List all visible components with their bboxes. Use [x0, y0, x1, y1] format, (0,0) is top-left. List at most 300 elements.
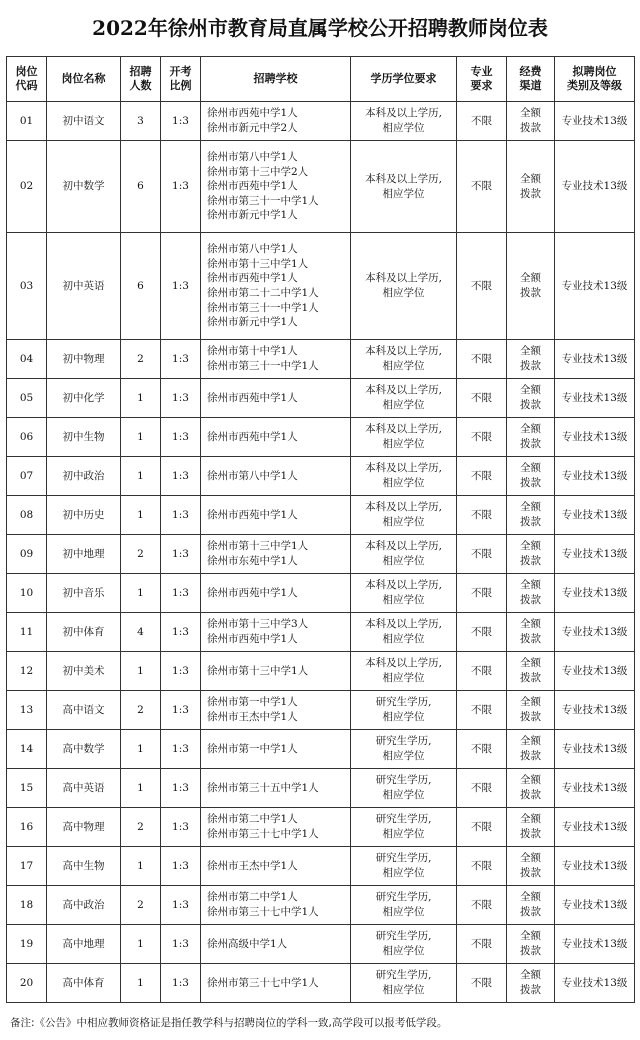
- cell-code: 10: [7, 574, 47, 613]
- cell-funding-line: 全额: [520, 813, 541, 826]
- cell-funding-line: 拨款: [520, 711, 541, 723]
- table-row: [7, 925, 635, 964]
- cell-education-line: 相应学位: [382, 287, 425, 299]
- cell-funding-line: 拨款: [520, 122, 541, 134]
- cell-education-line: 相应学位: [382, 555, 425, 567]
- cell-count: 1: [121, 769, 161, 808]
- cell-funding-line: 拨款: [520, 828, 541, 840]
- cell-funding: [507, 847, 555, 886]
- header-name: [47, 57, 121, 102]
- cell-position-name: 初中生物: [47, 418, 121, 457]
- cell-funding-line: 拨款: [520, 945, 541, 957]
- cell-major: 不限: [457, 691, 507, 730]
- cell-count: 1: [121, 847, 161, 886]
- cell-education: [351, 886, 457, 925]
- cell-funding-line: 全额: [520, 272, 541, 285]
- table-row: [7, 379, 635, 418]
- cell-schools-line: 徐州市第八中学1人: [207, 243, 298, 256]
- cell-code: 12: [7, 652, 47, 691]
- cell-ratio: 1:3: [161, 691, 201, 730]
- cell-position-name: 高中政治: [47, 886, 121, 925]
- cell-schools-line: 徐州市第十三中学1人: [207, 257, 309, 270]
- cell-level: 专业技术13级: [555, 102, 635, 141]
- cell-schools-line: 徐州市第二中学1人: [207, 891, 298, 904]
- cell-schools-line: 徐州市第三十一中学1人: [207, 360, 319, 372]
- cell-funding-line: 全额: [520, 540, 541, 553]
- cell-schools-line: 徐州市第八中学1人: [207, 469, 298, 482]
- cell-education-line: 相应学位: [382, 516, 425, 528]
- cell-funding-line: 全额: [520, 423, 541, 436]
- cell-major: 不限: [457, 574, 507, 613]
- cell-funding: [507, 769, 555, 808]
- cell-ratio: 1:3: [161, 496, 201, 535]
- header-ratio-text: 比例: [169, 79, 192, 92]
- cell-funding-line: 全额: [520, 696, 541, 709]
- cell-major: 不限: [457, 102, 507, 141]
- cell-funding: [507, 418, 555, 457]
- table-row: [7, 730, 635, 769]
- header-row: [7, 57, 635, 102]
- positions-table: [6, 56, 635, 1003]
- cell-funding-line: 全额: [520, 852, 541, 865]
- cell-count: 1: [121, 418, 161, 457]
- cell-level: 专业技术13级: [555, 691, 635, 730]
- cell-schools-line: 徐州市第十三中学3人: [207, 618, 309, 631]
- cell-education-line: 本科及以上学历,: [365, 384, 442, 397]
- cell-count: 2: [121, 535, 161, 574]
- cell-funding-line: 拨款: [520, 438, 541, 450]
- cell-level: 专业技术13级: [555, 496, 635, 535]
- cell-code: 13: [7, 691, 47, 730]
- header-ratio: [161, 57, 201, 102]
- cell-schools: [201, 340, 351, 379]
- cell-level: 专业技术13级: [555, 418, 635, 457]
- cell-education: [351, 233, 457, 340]
- cell-funding-line: 拨款: [520, 633, 541, 645]
- cell-education-line: 相应学位: [382, 789, 425, 801]
- cell-funding-line: 全额: [520, 618, 541, 631]
- cell-major: 不限: [457, 925, 507, 964]
- cell-education-line: 相应学位: [382, 711, 425, 723]
- cell-major: 不限: [457, 847, 507, 886]
- cell-schools-line: 徐州市西苑中学1人: [207, 586, 298, 599]
- cell-education: [351, 847, 457, 886]
- cell-education-line: 相应学位: [382, 477, 425, 489]
- cell-code: 15: [7, 769, 47, 808]
- cell-schools-line: 徐州市第三十七中学1人: [207, 976, 319, 989]
- cell-position-name: 初中音乐: [47, 574, 121, 613]
- cell-education: [351, 496, 457, 535]
- header-level: [555, 57, 635, 102]
- cell-code: 02: [7, 141, 47, 233]
- header-major: [457, 57, 507, 102]
- cell-education: [351, 340, 457, 379]
- header-ratio-text: 开考: [169, 65, 192, 78]
- cell-schools-line: 徐州市第八中学1人: [207, 151, 298, 164]
- cell-schools: [201, 769, 351, 808]
- cell-funding-line: 拨款: [520, 906, 541, 918]
- cell-count: 4: [121, 613, 161, 652]
- cell-education-line: 研究生学历,: [375, 696, 432, 709]
- cell-education-line: 本科及以上学历,: [365, 462, 442, 475]
- cell-education-line: 本科及以上学历,: [365, 172, 442, 185]
- cell-education-line: 研究生学历,: [375, 930, 432, 943]
- cell-schools: [201, 102, 351, 141]
- header-code: [7, 57, 47, 102]
- cell-major: 不限: [457, 652, 507, 691]
- cell-position-name: 高中体育: [47, 964, 121, 1003]
- cell-schools: [201, 886, 351, 925]
- cell-count: 6: [121, 141, 161, 233]
- footnote: 备注:《公告》中相应教师资格证是指任教学科与招聘岗位的学科一致,高学段可以报考低学段。: [10, 1017, 448, 1029]
- cell-schools: [201, 379, 351, 418]
- header-major-text: 专业: [470, 65, 493, 78]
- cell-level: 专业技术13级: [555, 886, 635, 925]
- cell-education-line: 本科及以上学历,: [365, 501, 442, 514]
- cell-schools: [201, 691, 351, 730]
- table-row: [7, 233, 635, 340]
- cell-level: 专业技术13级: [555, 964, 635, 1003]
- cell-education-line: 相应学位: [382, 945, 425, 957]
- cell-position-name: 初中物理: [47, 340, 121, 379]
- cell-level: 专业技术13级: [555, 574, 635, 613]
- cell-schools: [201, 808, 351, 847]
- cell-position-name: 高中数学: [47, 730, 121, 769]
- cell-schools-line: 徐州市新元中学2人: [207, 122, 298, 134]
- cell-funding-line: 全额: [520, 501, 541, 514]
- cell-position-name: 初中语文: [47, 102, 121, 141]
- cell-education-line: 本科及以上学历,: [365, 107, 442, 120]
- cell-funding: [507, 141, 555, 233]
- cell-major: 不限: [457, 964, 507, 1003]
- cell-position-name: 高中英语: [47, 769, 121, 808]
- cell-major: 不限: [457, 496, 507, 535]
- cell-schools-line: 徐州市西苑中学1人: [207, 633, 298, 645]
- header-school: [201, 57, 351, 102]
- cell-ratio: 1:3: [161, 535, 201, 574]
- cell-funding: [507, 613, 555, 652]
- cell-education: [351, 535, 457, 574]
- cell-schools-line: 徐州市东苑中学1人: [207, 555, 298, 567]
- header-count-text: 人数: [129, 79, 152, 92]
- table-row: [7, 535, 635, 574]
- cell-funding-line: 全额: [520, 579, 541, 592]
- cell-education: [351, 925, 457, 964]
- cell-funding-line: 拨款: [520, 789, 541, 801]
- cell-ratio: 1:3: [161, 730, 201, 769]
- cell-level: 专业技术13级: [555, 925, 635, 964]
- cell-education: [351, 613, 457, 652]
- cell-schools-line: 徐州市西苑中学1人: [207, 391, 298, 404]
- cell-funding: [507, 457, 555, 496]
- cell-count: 1: [121, 652, 161, 691]
- header-code-text: 代码: [15, 79, 38, 92]
- table-row: [7, 769, 635, 808]
- cell-ratio: 1:3: [161, 102, 201, 141]
- cell-count: 2: [121, 340, 161, 379]
- cell-count: 1: [121, 457, 161, 496]
- cell-ratio: 1:3: [161, 418, 201, 457]
- cell-education-line: 相应学位: [382, 122, 425, 134]
- cell-schools: [201, 496, 351, 535]
- cell-major: 不限: [457, 808, 507, 847]
- cell-funding: [507, 340, 555, 379]
- cell-code: 11: [7, 613, 47, 652]
- cell-count: 1: [121, 925, 161, 964]
- cell-schools-line: 徐州市第三十一中学1人: [207, 194, 319, 207]
- cell-funding-line: 全额: [520, 384, 541, 397]
- cell-schools-line: 徐州市王杰中学1人: [207, 859, 298, 872]
- cell-funding-line: 全额: [520, 345, 541, 358]
- table-row: [7, 886, 635, 925]
- page-title: 2022年徐州市教育局直属学校公开招聘教师岗位表: [92, 16, 548, 40]
- cell-count: 2: [121, 886, 161, 925]
- cell-level: 专业技术13级: [555, 613, 635, 652]
- cell-major: 不限: [457, 457, 507, 496]
- cell-funding-line: 拨款: [520, 867, 541, 879]
- cell-level: 专业技术13级: [555, 141, 635, 233]
- cell-ratio: 1:3: [161, 379, 201, 418]
- cell-code: 04: [7, 340, 47, 379]
- cell-education-line: 相应学位: [382, 438, 425, 450]
- table-row: [7, 847, 635, 886]
- cell-major: 不限: [457, 886, 507, 925]
- cell-count: 1: [121, 964, 161, 1003]
- cell-funding: [507, 730, 555, 769]
- table-row: [7, 418, 635, 457]
- cell-funding-line: 拨款: [520, 399, 541, 411]
- cell-code: 05: [7, 379, 47, 418]
- cell-education-line: 相应学位: [382, 633, 425, 645]
- cell-schools-line: 徐州市第二十二中学1人: [207, 287, 319, 299]
- cell-count: 1: [121, 379, 161, 418]
- table-row: [7, 141, 635, 233]
- cell-education: [351, 141, 457, 233]
- cell-funding: [507, 925, 555, 964]
- cell-code: 09: [7, 535, 47, 574]
- header-education-text: 学历学位要求: [370, 72, 437, 85]
- cell-funding: [507, 652, 555, 691]
- cell-funding: [507, 102, 555, 141]
- cell-position-name: 高中语文: [47, 691, 121, 730]
- cell-ratio: 1:3: [161, 233, 201, 340]
- cell-schools-line: 徐州市第二中学1人: [207, 813, 298, 826]
- cell-funding-line: 全额: [520, 657, 541, 670]
- cell-count: 6: [121, 233, 161, 340]
- cell-schools-line: 徐州市第三十五中学1人: [207, 781, 319, 794]
- cell-ratio: 1:3: [161, 141, 201, 233]
- cell-education-line: 研究生学历,: [375, 735, 432, 748]
- cell-funding-line: 拨款: [520, 984, 541, 996]
- header-funding-text: 渠道: [519, 79, 542, 92]
- cell-position-name: 高中物理: [47, 808, 121, 847]
- cell-funding-line: 拨款: [520, 555, 541, 567]
- header-level-text: 拟聘岗位: [572, 65, 617, 78]
- cell-position-name: 初中数学: [47, 141, 121, 233]
- cell-funding-line: 拨款: [520, 516, 541, 528]
- cell-schools-line: 徐州市第十中学1人: [207, 345, 298, 358]
- cell-code: 16: [7, 808, 47, 847]
- cell-education-line: 相应学位: [382, 750, 425, 762]
- cell-funding: [507, 379, 555, 418]
- cell-funding-line: 全额: [520, 107, 541, 120]
- cell-education-line: 相应学位: [382, 867, 425, 879]
- cell-education-line: 相应学位: [382, 906, 425, 918]
- cell-ratio: 1:3: [161, 613, 201, 652]
- cell-major: 不限: [457, 418, 507, 457]
- cell-education: [351, 769, 457, 808]
- cell-schools: [201, 652, 351, 691]
- cell-schools: [201, 457, 351, 496]
- cell-education-line: 相应学位: [382, 594, 425, 606]
- cell-education-line: 本科及以上学历,: [365, 272, 442, 285]
- header-funding: [507, 57, 555, 102]
- cell-funding-line: 全额: [520, 172, 541, 185]
- cell-schools-line: 徐州市西苑中学1人: [207, 107, 298, 120]
- cell-schools-line: 徐州市西苑中学1人: [207, 508, 298, 521]
- cell-schools: [201, 964, 351, 1003]
- cell-education: [351, 730, 457, 769]
- cell-funding-line: 全额: [520, 462, 541, 475]
- cell-education: [351, 102, 457, 141]
- table-row: [7, 691, 635, 730]
- cell-funding-line: 拨款: [520, 287, 541, 299]
- table-row: [7, 340, 635, 379]
- cell-ratio: 1:3: [161, 769, 201, 808]
- cell-level: 专业技术13级: [555, 340, 635, 379]
- cell-code: 17: [7, 847, 47, 886]
- cell-count: 1: [121, 574, 161, 613]
- cell-ratio: 1:3: [161, 886, 201, 925]
- cell-schools-line: 徐州市新元中学1人: [207, 316, 298, 329]
- cell-ratio: 1:3: [161, 808, 201, 847]
- cell-major: 不限: [457, 233, 507, 340]
- cell-schools-line: 徐州市西苑中学1人: [207, 430, 298, 443]
- cell-code: 01: [7, 102, 47, 141]
- cell-education-line: 相应学位: [382, 360, 425, 372]
- cell-education-line: 本科及以上学历,: [365, 423, 442, 436]
- cell-level: 专业技术13级: [555, 379, 635, 418]
- cell-funding-line: 全额: [520, 930, 541, 943]
- cell-education-line: 研究生学历,: [375, 813, 432, 826]
- header-count-text: 招聘: [129, 65, 152, 78]
- cell-schools: [201, 730, 351, 769]
- cell-education: [351, 457, 457, 496]
- cell-education-line: 相应学位: [382, 828, 425, 840]
- cell-level: 专业技术13级: [555, 652, 635, 691]
- cell-education: [351, 964, 457, 1003]
- cell-level: 专业技术13级: [555, 457, 635, 496]
- cell-schools-line: 徐州市王杰中学1人: [207, 711, 298, 723]
- cell-schools-line: 徐州市西苑中学1人: [207, 272, 298, 285]
- cell-ratio: 1:3: [161, 964, 201, 1003]
- cell-major: 不限: [457, 379, 507, 418]
- cell-count: 1: [121, 730, 161, 769]
- cell-funding: [507, 886, 555, 925]
- cell-education-line: 本科及以上学历,: [365, 540, 442, 553]
- cell-schools: [201, 574, 351, 613]
- header-code-text: 岗位: [15, 65, 38, 78]
- cell-code: 03: [7, 233, 47, 340]
- cell-code: 20: [7, 964, 47, 1003]
- table-row: [7, 964, 635, 1003]
- cell-schools-line: 徐州市第三十七中学1人: [207, 906, 319, 918]
- cell-code: 07: [7, 457, 47, 496]
- cell-major: 不限: [457, 141, 507, 233]
- cell-funding-line: 全额: [520, 735, 541, 748]
- cell-schools: [201, 233, 351, 340]
- cell-position-name: 高中生物: [47, 847, 121, 886]
- cell-level: 专业技术13级: [555, 847, 635, 886]
- table-row: [7, 613, 635, 652]
- cell-funding-line: 全额: [520, 774, 541, 787]
- cell-education: [351, 808, 457, 847]
- cell-count: 2: [121, 691, 161, 730]
- cell-education-line: 研究生学历,: [375, 774, 432, 787]
- cell-level: 专业技术13级: [555, 233, 635, 340]
- table-row: [7, 652, 635, 691]
- cell-schools-line: 徐州市第十三中学1人: [207, 540, 309, 553]
- cell-schools: [201, 418, 351, 457]
- cell-level: 专业技术13级: [555, 535, 635, 574]
- cell-education: [351, 379, 457, 418]
- cell-schools-line: 徐州高级中学1人: [207, 937, 288, 950]
- cell-schools-line: 徐州市第三十七中学1人: [207, 828, 319, 840]
- cell-major: 不限: [457, 340, 507, 379]
- cell-major: 不限: [457, 769, 507, 808]
- cell-schools-line: 徐州市第三十一中学1人: [207, 301, 319, 314]
- cell-count: 1: [121, 496, 161, 535]
- cell-schools-line: 徐州市西苑中学1人: [207, 180, 298, 193]
- cell-funding-line: 全额: [520, 891, 541, 904]
- cell-funding-line: 全额: [520, 969, 541, 982]
- cell-funding: [507, 574, 555, 613]
- cell-education-line: 本科及以上学历,: [365, 579, 442, 592]
- table-row: [7, 574, 635, 613]
- cell-position-name: 初中地理: [47, 535, 121, 574]
- cell-education-line: 研究生学历,: [375, 891, 432, 904]
- cell-ratio: 1:3: [161, 925, 201, 964]
- cell-funding-line: 拨款: [520, 360, 541, 372]
- cell-major: 不限: [457, 613, 507, 652]
- header-funding-text: 经费: [519, 65, 542, 78]
- cell-code: 08: [7, 496, 47, 535]
- cell-position-name: 初中化学: [47, 379, 121, 418]
- cell-education-line: 本科及以上学历,: [365, 345, 442, 358]
- cell-education-line: 研究生学历,: [375, 969, 432, 982]
- cell-schools: [201, 847, 351, 886]
- cell-code: 19: [7, 925, 47, 964]
- cell-ratio: 1:3: [161, 574, 201, 613]
- cell-education-line: 相应学位: [382, 672, 425, 684]
- cell-funding: [507, 964, 555, 1003]
- cell-schools: [201, 925, 351, 964]
- cell-schools-line: 徐州市第一中学1人: [207, 742, 298, 755]
- header-level-text: 类别及等级: [567, 79, 622, 92]
- cell-ratio: 1:3: [161, 457, 201, 496]
- cell-schools-line: 徐州市第一中学1人: [207, 696, 298, 709]
- cell-position-name: 初中历史: [47, 496, 121, 535]
- cell-education-line: 相应学位: [382, 187, 425, 200]
- cell-education: [351, 574, 457, 613]
- cell-level: 专业技术13级: [555, 808, 635, 847]
- cell-funding-line: 拨款: [520, 477, 541, 489]
- cell-major: 不限: [457, 730, 507, 769]
- cell-education: [351, 418, 457, 457]
- cell-code: 14: [7, 730, 47, 769]
- cell-position-name: 高中地理: [47, 925, 121, 964]
- cell-funding-line: 拨款: [520, 750, 541, 762]
